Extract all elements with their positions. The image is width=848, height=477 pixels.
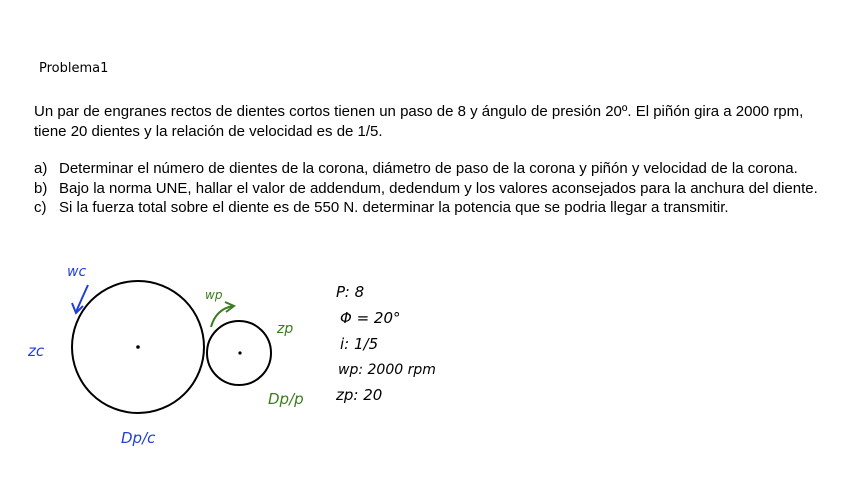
label-dp: Dp/p xyxy=(268,390,304,408)
gear-diagram xyxy=(0,255,848,477)
problem-statement: Un par de engranes rectos de dientes cortos tienen un paso de 8 y ángulo de presión 20º. El piñón gira a 2000 rpm, tiene 20 dientes y la relación de velocidad es de 1/5. xyxy=(34,103,804,140)
label-zc: zc xyxy=(28,342,45,360)
question-letter: c) xyxy=(34,199,47,216)
problem-title: Problema1 xyxy=(39,61,109,76)
given-pinion-speed: wp: 2000 rpm xyxy=(338,362,436,378)
given-pitch: P: 8 xyxy=(336,283,365,301)
label-wp: wp xyxy=(205,288,223,302)
given-pressure-angle: Φ = 20° xyxy=(340,309,401,327)
question-c xyxy=(34,198,824,218)
question-b xyxy=(34,179,824,199)
given-pinion-teeth: zp: 20 xyxy=(336,386,383,404)
question-text: Si la fuerza total sobre el diente es de 550 N. determinar la potencia que se podria llegar a transmitir. xyxy=(59,199,729,216)
question-letter: b) xyxy=(34,179,48,197)
question-text: Determinar el número de dientes de la corona, diámetro de paso de la corona y piñón y velocidad de la corona. xyxy=(59,160,798,177)
question-list xyxy=(34,159,824,218)
question-text: Bajo la norma UNE, hallar el valor de addendum, dedendum y los valores aconsejados para la anchura del diente. xyxy=(59,179,818,197)
question-a xyxy=(34,159,824,179)
pinion-center-dot xyxy=(238,351,241,354)
label-wc: wc xyxy=(67,264,87,280)
label-zp: zp xyxy=(277,321,294,337)
corona-center-dot xyxy=(136,345,140,349)
label-dc: Dp/c xyxy=(121,429,156,447)
question-letter: a) xyxy=(34,160,48,177)
given-ratio: i: 1/5 xyxy=(340,335,379,353)
